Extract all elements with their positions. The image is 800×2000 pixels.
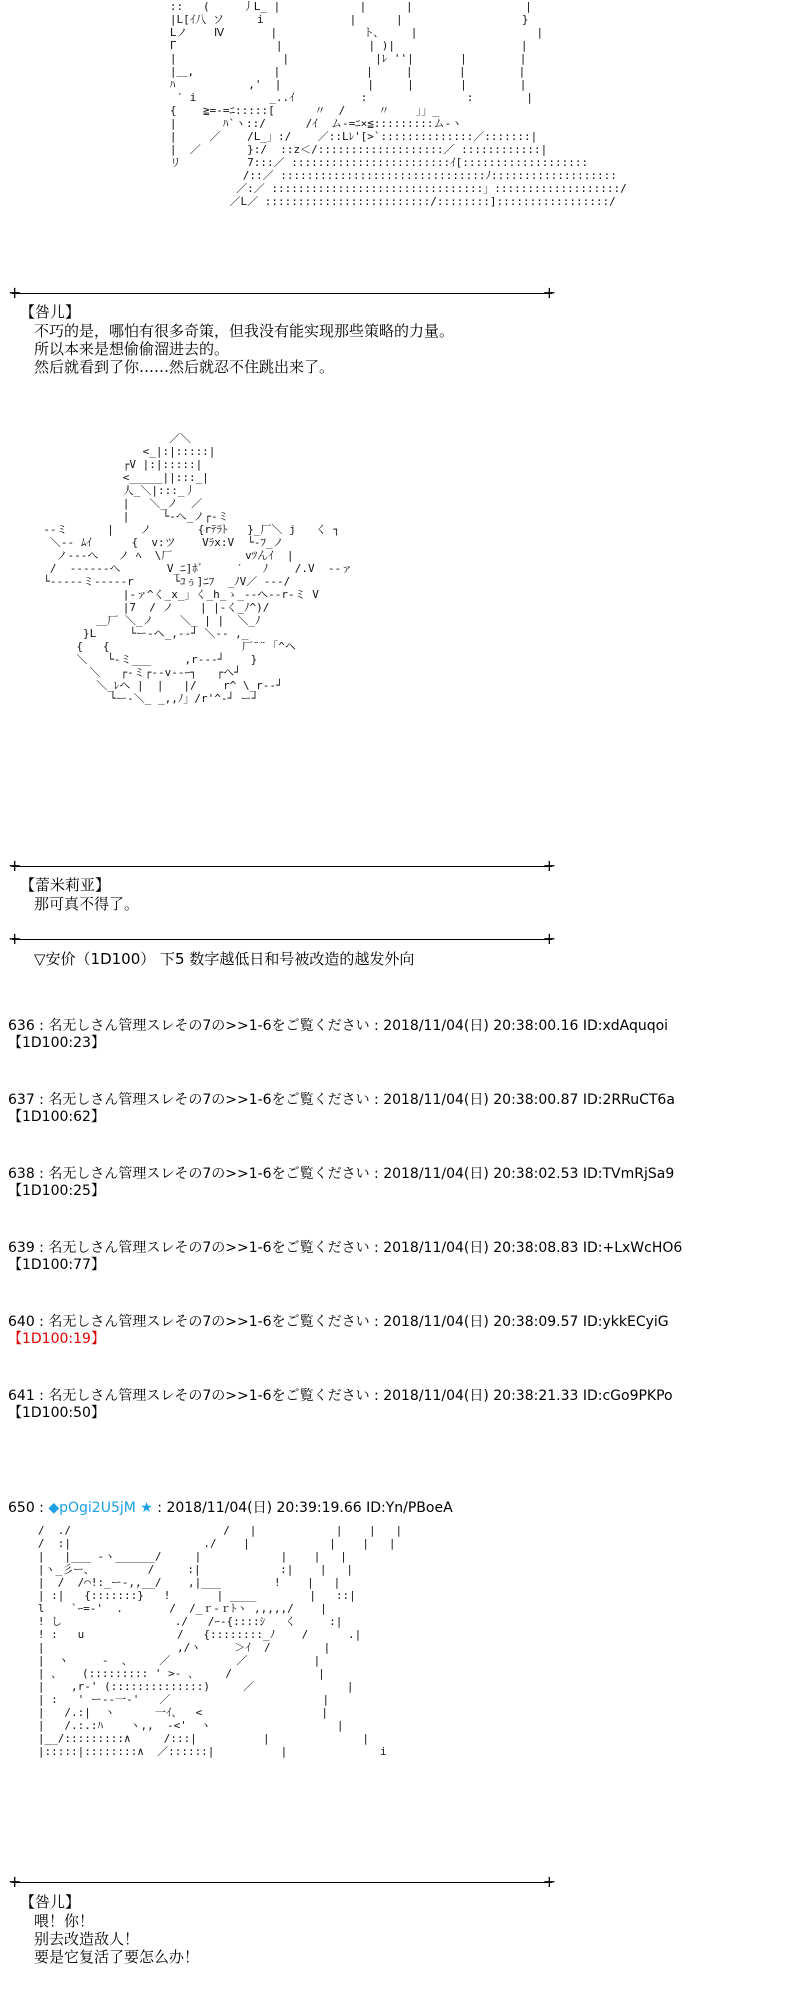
author-trip[interactable]: ◆pOgi2U5jM ★ [48,1500,153,1516]
dialogue-block [34,1912,199,1966]
dice-roll-selected: 【1D100:19】 [8,1331,105,1347]
post-meta: : 2018/11/04(日) 20:39:19.66 ID:Yn/PBoeA [152,1500,453,1516]
separator-2: + + [8,856,556,875]
post [8,1388,788,1462]
dice-roll: 【1D100:25】 [8,1183,105,1199]
post [8,1166,788,1240]
post-header: 639 : 名无しさん管理スレその7の>>1-6をご覧ください : 2018/11/04(日) 20:38:08.83 ID:+LxWcHO6 [8,1240,683,1256]
post [8,1092,788,1166]
separator-1: + + [8,283,556,302]
ascii-art-bottom: / ./ / | | | | / :| ./ | | | | | |___ -ヽ______/ | | | | |ヽ_彡ー、 / :| :| | | | / /⌒!:_ー-,,__/ ,|___ ! | | | :| {:::::::} ! | ____ | ::| l `ｰ=-' . / /_ｒ-ｒﾄヽ ,,,,,/ | ! し ./ /ｰ-{::::ｼ く :| ! : u / {::::::::_ﾉ / .| | ,/ヽ ＞ｲ / | | ヽ - 、 ／ ／ | | 、 (::::::::: ' >- 、 / | | ,r‐' (::::::::::::::) ／ | | : ' ー--一‐' ／ | | /.:| ヽ 一ｲ、 < | | /.:.:ﾊ ヽ,, -<' ヽ | |__/:::::::::∧ /:::| | | |:::::|::::::::∧ ／::::::| | i [37,1524,403,1758]
dialogue-line: 然后就看到了你……然后就忍不住跳出来了。 [34,358,335,376]
speaker-name: 【蕾米莉亚】 [20,876,111,894]
anka-instruction: ▽安价（1D100） 下5 数字越低日和号被改造的越发外向 [34,950,415,968]
post-number: 650 : [8,1500,49,1516]
dialogue-block [34,895,139,913]
speaker-name: 【咎儿】 [20,1893,81,1911]
dice-roll: 【1D100:62】 [8,1109,105,1125]
dialogue-line: 要是它复活了要怎么办！ [34,1948,200,1966]
dice-roll: 【1D100:77】 [8,1257,105,1273]
post-header: 636 : 名无しさん管理スレその7の>>1-6をご覧ください : 2018/11/04(日) 20:38:00.16 ID:xdAquqoi [8,1018,669,1034]
speaker-name: 【咎儿】 [20,303,81,321]
dialogue-line: 所以本来是想偷偷溜进去的。 [34,340,230,358]
separator-3: + + [8,929,556,948]
ascii-art-top: :: ( 丿L_ | | | | |L[ｲ八 ソ i | | } Lノ Ⅳ | ト、 | | Γ | | )| | | | |ﾚ ''| | | |＿, | | | | | ﾊ ,' | | | | | ′ i _..ｲ : : | { ≧=-=ﾆ:::::[ 〃 / 〃 」」_ | ﾊ`ヽ::/ /ｲ ム-=ﾆ×≦:::::::::ム-ヽ | ／ /L_」:/ ／::Lﾚ'[>`::::::::::::::／:::::::| | ／ }:/ ::z＜/:::::::::::::::::::／ ::::::::::::| リ 7:::／ ::::::::::::::::::::::::ｲ[::::::::::::::::::: /::／ :::::::::::::::::::::::::::::::ﾉ::::::::::::::::::: ／:／ ::::::::::::::::::::::::::::::::」:::::::::::::::::::/ ／L／ :::::::::::::::::::::::::/::::::::]:::::::::::::::::/ [169,0,627,208]
post-header: 637 : 名无しさん管理スレその7の>>1-6をご覧ください : 2018/11/04(日) 20:38:00.87 ID:2RRuCT6a [8,1092,675,1108]
dialogue-line: 喂！你！ [34,1912,95,1930]
dialogue-line: 不巧的是，哪怕有很多奇策，但我没有能实现那些策略的力量。 [34,322,455,340]
dialogue-line: 那可真不得了。 [34,895,140,913]
post [8,1018,788,1092]
post-header: 638 : 名无しさん管理スレその7の>>1-6をご覧ください : 2018/11/04(日) 20:38:02.53 ID:TVmRjSa9 [8,1166,675,1182]
post-header: 640 : 名无しさん管理スレその7の>>1-6をご覧ください : 2018/11/04(日) 20:38:09.57 ID:ykkECyiG [8,1314,669,1330]
post [8,1314,788,1388]
dialogue-block [34,322,454,376]
ascii-art-middle: ／＼ <_|:|:::::| ┌V |:|:::::| <_____||:::_| 人_＼|:::_丿 | ＼_ノ ／ | └‐へ_ノ┌‐ミ -‐ミ | ノ {rﾃﾗﾄ }_厂＼ j く ┐ ＼-‐ ﾑｲ { v:ツ Vﾗx:V └-ﾌ_ノ ノ---へ ノ ﾍ \厂 vﾂんｲ | / ------へ V_ﾆ]ﾎﾞ ′ ﾉ /.V -‐ァ └-----ミ-----r └ｺぅ]ﾆﾌ _ﾉV／ -‐-/ |-ァ^く_x_」く_h_ゝ_-‐ヘ-‐r-ミ V |7 / ノ | |-く_ﾉ^)/ ＿厂 ＼_ノ ＼_ | | ＼_ﾉ }L └ー-ヘ_,-‐┘ ＼-‐ ,_ { { 厂¨¨ ｢^ヘ ＼ └-ミ___ ,r-‐-┘ } ＼ ┌-ミ┌-‐v-‐ｰ┐ ┌ヘ┘ ＼_ﾚヘ | | |/ r^ \_r-‐┘ └ー-＼_ _,,ﾉ」/r'^-┘ ー┘ [43,432,353,705]
post-header: 641 : 名无しさん管理スレその7の>>1-6をご覧ください : 2018/11/04(日) 20:38:21.33 ID:cGo9PKPo [8,1388,673,1404]
separator-4: + + [8,1872,556,1891]
post [8,1240,788,1314]
dice-roll: 【1D100:50】 [8,1405,105,1421]
author-post-header [8,1500,453,1517]
post-list [8,1018,788,1462]
dice-roll: 【1D100:23】 [8,1035,105,1051]
dialogue-line: 别去改造敌人！ [34,1930,140,1948]
